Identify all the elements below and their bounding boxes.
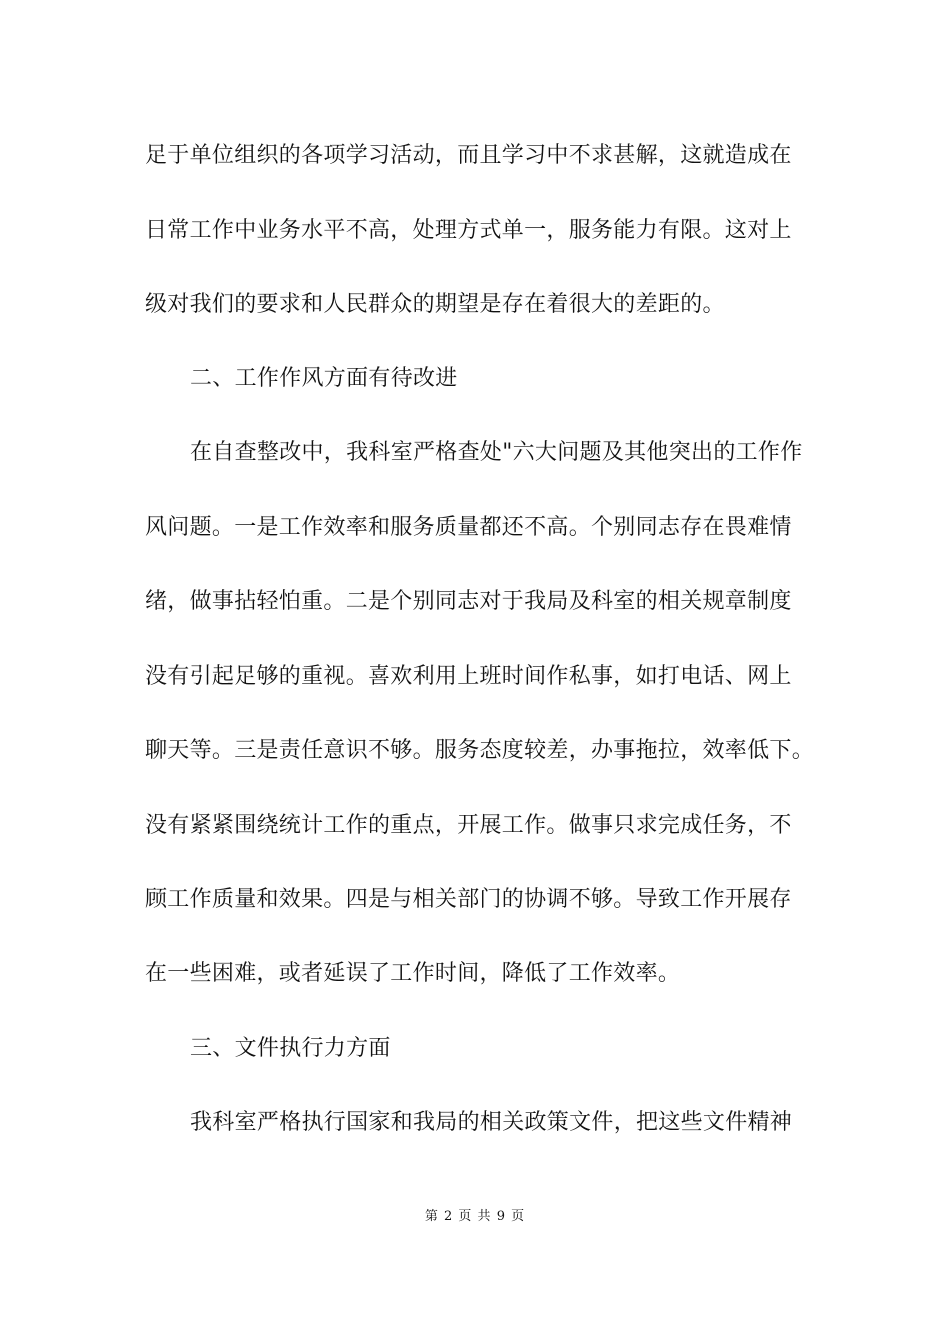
body-text-line: 绪，做事拈轻怕重。二是个别同志对于我局及科室的相关规章制度 bbox=[145, 589, 792, 614]
section-heading: 二、工作作风方面有待改进 bbox=[190, 366, 458, 391]
body-text-line: 在一些困难，或者延误了工作时间，降低了工作效率。 bbox=[145, 961, 681, 986]
body-text-line: 风问题。一是工作效率和服务质量都还不高。个别同志存在畏难情 bbox=[145, 515, 792, 540]
body-text-line: 日常工作中业务水平不高，处理方式单一，服务能力有限。这对上 bbox=[145, 218, 792, 243]
body-text-line: 顾工作质量和效果。四是与相关部门的协调不够。导致工作开展存 bbox=[145, 887, 792, 912]
body-text-line: 在自查整改中，我科室严格查处"六大问题及其他突出的工作作 bbox=[190, 440, 803, 465]
page-number-footer: 第 2 页 共 9 页 bbox=[424, 1209, 526, 1224]
body-text-line: 聊天等。三是责任意识不够。服务态度较差，办事拖拉，效率低下。 bbox=[145, 738, 815, 763]
body-text-line: 我科室严格执行国家和我局的相关政策文件，把这些文件精神 bbox=[190, 1110, 793, 1135]
section-heading: 三、文件执行力方面 bbox=[190, 1036, 391, 1061]
body-text-line: 没有紧紧围绕统计工作的重点，开展工作。做事只求完成任务，不 bbox=[145, 813, 792, 838]
body-text-line: 足于单位组织的各项学习活动，而且学习中不求甚解，这就造成在 bbox=[145, 143, 792, 168]
body-text-line: 级对我们的要求和人民群众的期望是存在着很大的差距的。 bbox=[145, 292, 725, 317]
body-text-line: 没有引起足够的重视。喜欢利用上班时间作私事，如打电话、网上 bbox=[145, 664, 792, 689]
